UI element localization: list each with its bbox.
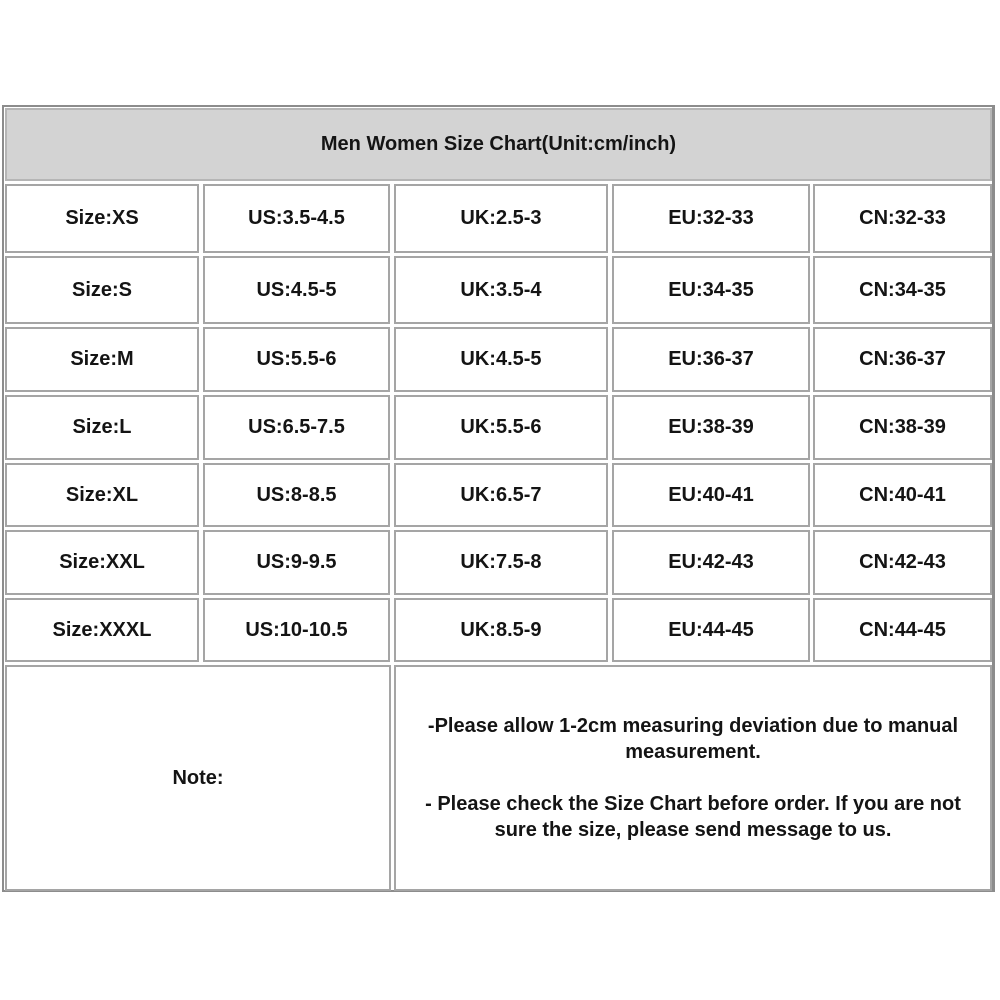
note-text bbox=[396, 713, 990, 843]
size-chart-title bbox=[5, 108, 992, 181]
table-cell-uk: UK:8.5-9 bbox=[394, 598, 608, 662]
table-cell-eu: EU:44-45 bbox=[612, 598, 810, 662]
table-cell-uk: UK:4.5-5 bbox=[394, 327, 608, 392]
table-cell-us: US:9-9.5 bbox=[203, 530, 390, 595]
note-label-cell bbox=[5, 665, 391, 891]
note-line-deviation: -Please allow 1-2cm measuring deviation due to manual measurement. bbox=[427, 715, 959, 763]
table-cell-uk: UK:7.5-8 bbox=[394, 530, 608, 595]
table-cell-eu: EU:36-37 bbox=[612, 327, 810, 392]
table-cell-uk: UK:2.5-3 bbox=[394, 184, 608, 253]
table-cell-us: US:6.5-7.5 bbox=[203, 395, 390, 460]
table-cell-cn: CN:38-39 bbox=[813, 395, 992, 460]
table-cell-size: Size:XL bbox=[5, 463, 199, 527]
table-cell-eu: EU:34-35 bbox=[612, 256, 810, 324]
table-cell-cn: CN:40-41 bbox=[813, 463, 992, 527]
table-cell-size: Size:L bbox=[5, 395, 199, 460]
table-cell-us: US:4.5-5 bbox=[203, 256, 390, 324]
table-cell-eu: EU:32-33 bbox=[612, 184, 810, 253]
table-cell-us: US:8-8.5 bbox=[203, 463, 390, 527]
note-label: Note: bbox=[172, 766, 224, 789]
table-cell-cn: CN:44-45 bbox=[813, 598, 992, 662]
table-cell-us: US:10-10.5 bbox=[203, 598, 390, 662]
table-cell-us: US:5.5-6 bbox=[203, 327, 390, 392]
table-cell-cn: CN:34-35 bbox=[813, 256, 992, 324]
table-cell-uk: UK:3.5-4 bbox=[394, 256, 608, 324]
table-cell-cn: CN:42-43 bbox=[813, 530, 992, 595]
table-cell-eu: EU:40-41 bbox=[612, 463, 810, 527]
table-cell-size: Size:XXL bbox=[5, 530, 199, 595]
table-cell-uk: UK:6.5-7 bbox=[394, 463, 608, 527]
table-cell-size: Size:XS bbox=[5, 184, 199, 253]
table-cell-eu: EU:38-39 bbox=[612, 395, 810, 460]
table-cell-size: Size:S bbox=[5, 256, 199, 324]
table-cell-cn: CN:36-37 bbox=[813, 327, 992, 392]
note-content-cell bbox=[394, 665, 992, 891]
table-cell-cn: CN:32-33 bbox=[813, 184, 992, 253]
title-text: Men Women Size Chart(Unit:cm/inch) bbox=[320, 133, 677, 155]
table-cell-size: Size:M bbox=[5, 327, 199, 392]
table-cell-size: Size:XXXL bbox=[5, 598, 199, 662]
table-cell-us: US:3.5-4.5 bbox=[203, 184, 390, 253]
table-cell-eu: EU:42-43 bbox=[612, 530, 810, 595]
table-cell-uk: UK:5.5-6 bbox=[394, 395, 608, 460]
note-line-check-chart: - Please check the Size Chart before order. If you are not sure the size, please send message to us. bbox=[425, 793, 961, 841]
